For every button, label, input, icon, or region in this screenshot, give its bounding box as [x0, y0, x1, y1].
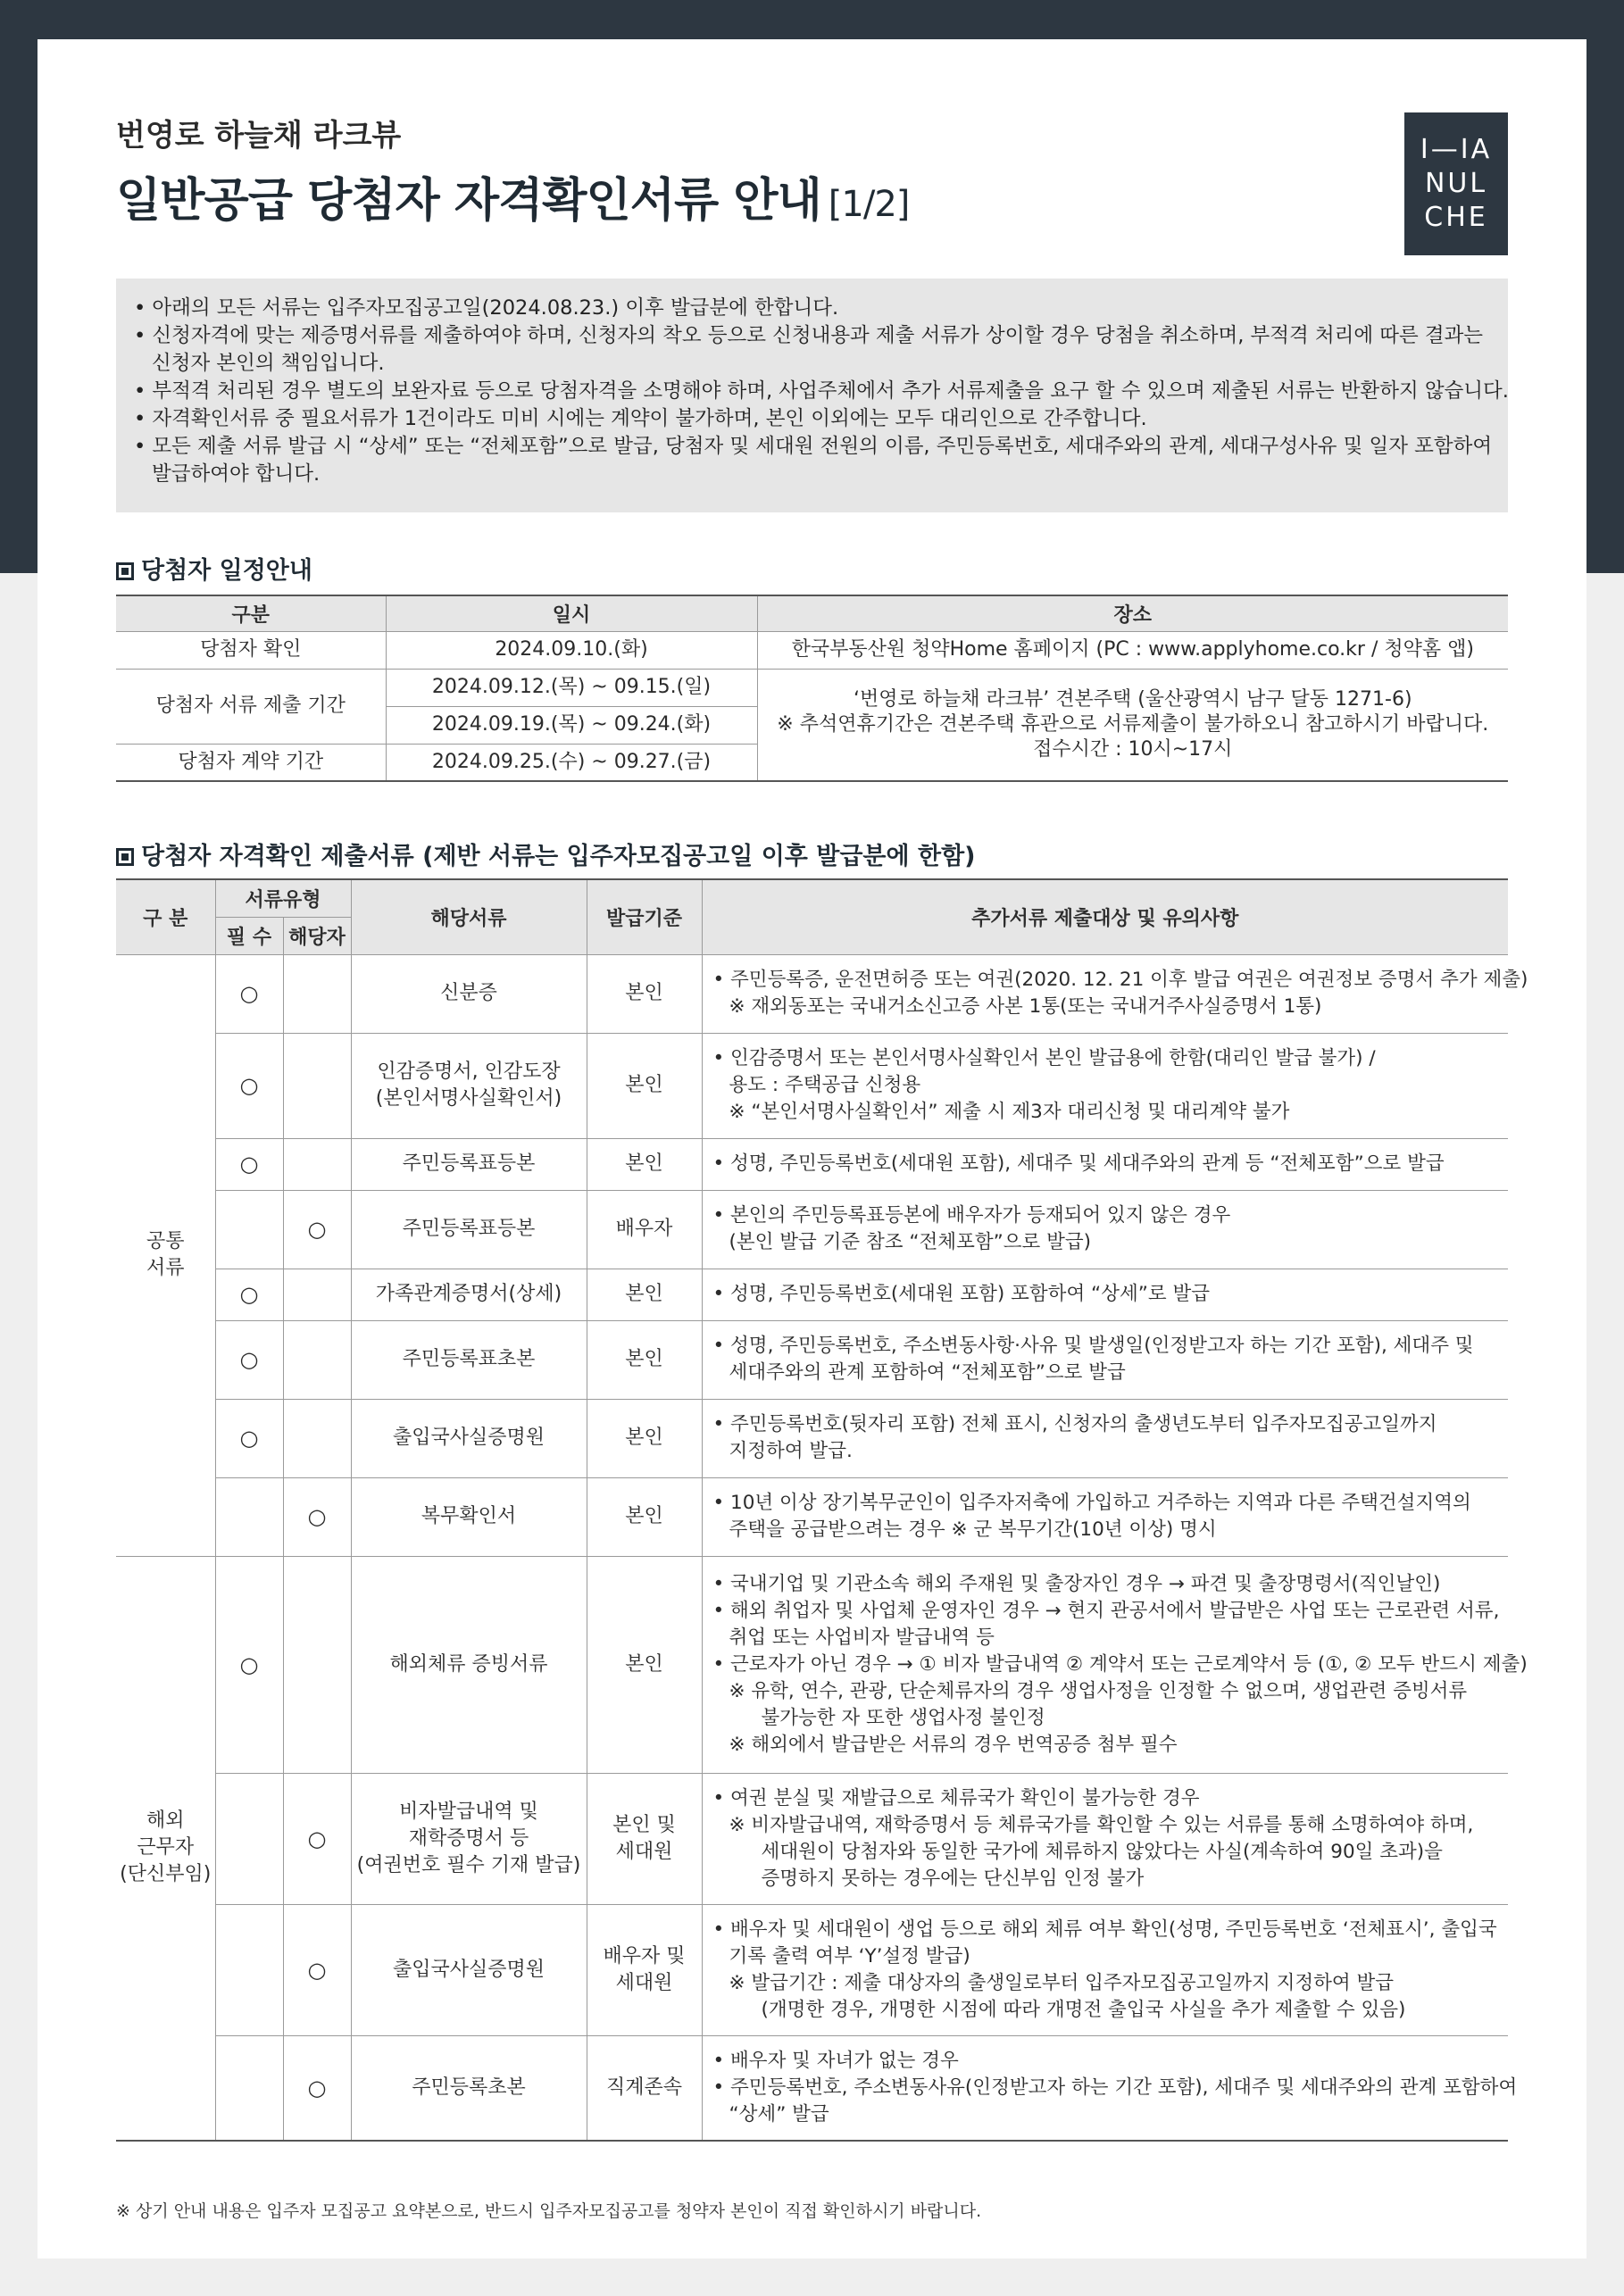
- note-line: 세대원이 당첨자와 동일한 국가에 체류하지 않았다는 사실(계속하여 90일 초과)을: [761, 1840, 1443, 1863]
- schedule-label: 당첨자 계약 기간: [116, 744, 386, 781]
- note-line: • 본인의 주민등록표등본에 배우자가 등재되어 있지 않은 경우: [712, 1204, 1231, 1227]
- documents-table: [116, 878, 1528, 2142]
- complex-name: 번영로 하늘채 라크뷰: [116, 118, 402, 154]
- required-mark-empty: [215, 1773, 283, 1904]
- table-row: [116, 669, 1508, 706]
- applicable-mark-empty: [283, 1269, 351, 1320]
- issue-basis: 본인: [587, 1269, 702, 1320]
- notice-item: • 아래의 모든 서류는 입주자모집공고일(2024.08.23.) 이후 발급분에 한합니다.: [134, 296, 839, 320]
- note-line: 용도 : 주택공급 신청용: [729, 1074, 921, 1096]
- note-line: 기록 출력 여부 ‘Y’설정 발급): [729, 1944, 970, 1967]
- notice-item: [134, 433, 1492, 488]
- document-name: 해외체류 증빙서류: [351, 1556, 587, 1773]
- table-row: [116, 1269, 1508, 1320]
- applicable-mark-empty: [283, 1556, 351, 1773]
- notice-box: [116, 279, 1508, 512]
- model-house-place: [757, 669, 1508, 781]
- schedule-col-category: 구분: [116, 595, 386, 631]
- applicable-mark-empty: [283, 1138, 351, 1190]
- document-name: 비자발급내역 및 재학증명서 등 (여권번호 필수 기재 발급): [351, 1773, 587, 1904]
- notice-item: • 자격확인서류 중 필요서류가 1건이라도 미비 시에는 계약이 불가하며, 본인 이외에는 모두 대리인으로 간주합니다.: [134, 407, 1147, 430]
- note-line: “상세” 발급: [729, 2102, 829, 2125]
- document-name: 주민등록표등본: [351, 1138, 587, 1190]
- document-name: 출입국사실증명원: [351, 1399, 587, 1477]
- applicable-mark-empty: [283, 1399, 351, 1477]
- note-line: (본인 발급 기준 참조 “전체포함”으로 발급): [729, 1231, 1092, 1253]
- place-line: ※ 추석연휴기간은 견본주택 휴관으로 서류제출이 불가하오니 참고하시기 바랍니다.: [777, 712, 1489, 736]
- applicable-mark: ○: [283, 1190, 351, 1269]
- note-line: ※ 발급기간 : 제출 대상자의 출생일로부터 입주자모집공고일까지 지정하여 발급: [729, 1971, 1395, 1994]
- issue-basis: 배우자: [587, 1190, 702, 1269]
- document-notes: [702, 1556, 1528, 1773]
- schedule-section-title: [116, 551, 312, 586]
- schedule-label: 당첨자 서류 제출 기간: [116, 669, 386, 744]
- schedule-header-row: [116, 595, 1508, 631]
- notice-item: [134, 322, 1492, 378]
- note-line: • 주민등록증, 운전면허증 또는 여권(2020. 12. 21 이후 발급 여권은 여권정보 증명서 추가 제출): [712, 969, 1528, 991]
- table-row: [116, 954, 1508, 1033]
- hanulche-logo: [1404, 112, 1508, 255]
- note-line: 주택을 공급받으려는 경우 ※ 군 복무기간(10년 이상) 명시: [729, 1518, 1217, 1541]
- document-header: [116, 39, 1508, 245]
- note-line: ※ “본인서명사실확인서” 제출 시 제3자 대리신청 및 대리계약 불가: [729, 1101, 1290, 1123]
- required-mark-empty: [215, 1190, 283, 1269]
- docs-col-category: 구 분: [116, 879, 215, 954]
- table-row: [116, 1556, 1508, 1773]
- schedule-col-place: 장소: [757, 595, 1508, 631]
- document-name: 주민등록표초본: [351, 1320, 587, 1399]
- note-line: • 여권 분실 및 재발급으로 체류국가 확인이 불가능한 경우: [712, 1786, 1200, 1809]
- group-common-docs: 공통 서류: [116, 954, 215, 1556]
- issue-basis: 본인: [587, 1033, 702, 1138]
- document-notes: [702, 954, 1528, 1033]
- note-line: (개명한 경우, 개명한 시점에 따라 개명전 출입국 사실을 추가 제출할 수 있음): [761, 1998, 1406, 2021]
- page-indicator: [1/2]: [828, 184, 910, 225]
- schedule-section-title-text: 당첨자 일정안내: [141, 557, 312, 585]
- issue-basis: 배우자 및 세대원: [587, 1904, 702, 2035]
- document-name: 출입국사실증명원: [351, 1904, 587, 2035]
- required-mark: ○: [215, 1269, 283, 1320]
- table-row: [116, 2035, 1508, 2141]
- required-mark: ○: [215, 954, 283, 1033]
- note-line: ※ 유학, 연수, 관광, 단순체류자의 경우 생업사정을 인정할 수 없으며, 생업관련 증빙서류: [729, 1679, 1468, 1702]
- note-line: 취업 또는 사업비자 발급내역 등: [729, 1626, 995, 1649]
- schedule-label: 당첨자 확인: [116, 631, 386, 669]
- applicable-mark-empty: [283, 1033, 351, 1138]
- notice-item-text: • 모든 제출 서류 발급 시 “상세” 또는 “전체포함”으로 발급, 당첨자 및 세대원 전원의 이름, 주민등록번호, 세대주와의 관계, 세대구성사유 및 일자 포함하여: [134, 435, 1493, 458]
- document-notes: [702, 1399, 1508, 1477]
- table-row: [116, 1904, 1508, 2035]
- note-line: • 국내기업 및 기관소속 해외 주재원 및 출장자인 경우 → 파견 및 출장명령서(직인날인): [712, 1572, 1441, 1595]
- note-line: 증명하지 못하는 경우에는 단신부임 인정 불가: [761, 1867, 1145, 1890]
- document-name: 복무확인서: [351, 1477, 587, 1556]
- table-row: [116, 1320, 1508, 1399]
- document-notes: [702, 2035, 1518, 2141]
- issue-basis: 본인 및 세대원: [587, 1773, 702, 1904]
- document-notes: [702, 1773, 1508, 1904]
- applicable-mark: ○: [283, 1773, 351, 1904]
- issue-basis: 본인: [587, 1477, 702, 1556]
- docs-col-basis: 발급기준: [587, 879, 702, 954]
- issue-basis: 본인: [587, 1399, 702, 1477]
- page-title-text: 일반공급 당첨자 자격확인서류 안내: [116, 174, 821, 228]
- note-line: • 해외 취업자 및 사업체 운영자인 경우 → 현지 관공서에서 발급받은 사업 또는 근로관련 서류,: [712, 1599, 1500, 1622]
- logo-line: NUL: [1424, 168, 1488, 199]
- applicable-mark-empty: [283, 954, 351, 1033]
- applicable-mark-empty: [283, 1320, 351, 1399]
- schedule-date: 2024.09.19.(목) ~ 09.24.(화): [386, 706, 757, 744]
- note-line: • 인감증명서 또는 본인서명사실확인서 본인 발급용에 한함(대리인 발급 불가) /: [712, 1047, 1376, 1069]
- document-notes: [702, 1033, 1508, 1138]
- table-row: [116, 631, 1508, 669]
- footnote: ※ 상기 안내 내용은 입주자 모집공고 요약본으로, 반드시 입주자모집공고를 청약자 본인이 직접 확인하시기 바랍니다.: [116, 2201, 982, 2221]
- note-line: • 성명, 주민등록번호, 주소변동사항·사유 및 발생일(인정받고자 하는 기간 포함), 세대주 및: [712, 1335, 1474, 1357]
- note-line: 세대주와의 관계 포함하여 “전체포함”으로 발급: [729, 1361, 1126, 1384]
- table-row: [116, 1138, 1508, 1190]
- note-line: ※ 해외에서 발급받은 서류의 경우 번역공증 첨부 필수: [729, 1733, 1178, 1756]
- notice-item-continued: 발급하여야 합니다.: [152, 462, 321, 486]
- document-notes: [702, 1190, 1508, 1269]
- applicable-mark: ○: [283, 1477, 351, 1556]
- required-mark: ○: [215, 1033, 283, 1138]
- section-square-icon: [116, 848, 134, 866]
- note-line: • 근로자가 아닌 경우 → ① 비자 발급내역 ② 계약서 또는 근로계약서 등 (①, ② 모두 반드시 제출): [712, 1652, 1528, 1676]
- document-name: 가족관계증명서(상세): [351, 1269, 587, 1320]
- schedule-table: [116, 595, 1508, 782]
- schedule-date: 2024.09.25.(수) ~ 09.27.(금): [386, 744, 757, 781]
- note-line: ※ 재외동포는 국내거소신고증 사본 1통(또는 국내거주사실증명서 1통): [729, 995, 1322, 1018]
- schedule-date: 2024.09.12.(목) ~ 09.15.(일): [386, 669, 757, 706]
- required-mark-empty: [215, 2035, 283, 2141]
- table-row: [116, 1399, 1508, 1477]
- document-notes: [702, 1904, 1508, 2035]
- required-mark: ○: [215, 1320, 283, 1399]
- note-line: 지정하여 발급.: [729, 1440, 853, 1462]
- note-line: 불가능한 자 또한 생업사정 불인정: [761, 1706, 1045, 1729]
- schedule-place: 한국부동산원 청약Home 홈페이지 (PC : www.applyhome.co.kr / 청약홈 앱): [757, 631, 1508, 669]
- note-line: • 주민등록번호, 주소변동사유(인정받고자 하는 기간 포함), 세대주 및 세대주와의 관계 포함하여: [712, 2076, 1518, 2099]
- required-mark-empty: [215, 1904, 283, 2035]
- issue-basis: 본인: [587, 1320, 702, 1399]
- document-notes: [702, 1477, 1508, 1556]
- page-title: [116, 162, 909, 229]
- note-line: • 10년 이상 장기복무군인이 입주자저축에 가입하고 거주하는 지역과 다른 주택건설지역의: [712, 1492, 1471, 1514]
- table-row: [116, 1773, 1508, 1904]
- table-row: [116, 1190, 1508, 1269]
- notice-item: • 부적격 처리된 경우 별도의 보완자료 등으로 당첨자격을 소명해야 하며, 사업주체에서 추가 서류제출을 요구 할 수 있으며 제출된 서류는 반환하지 않습니다.: [134, 379, 1509, 403]
- logo-line: CHE: [1424, 202, 1488, 233]
- document-notes: [702, 1138, 1508, 1190]
- docs-col-document: 해당서류: [351, 879, 587, 954]
- document-name: 주민등록표등본: [351, 1190, 587, 1269]
- notice-item-text: • 신청자격에 맞는 제증명서류를 제출하여야 하며, 신청자의 착오 등으로 신청내용과 제출 서류가 상이할 경우 당첨을 취소하며, 부적격 처리에 따른 결과는: [134, 324, 1484, 347]
- note-line: • 성명, 주민등록번호(세대원 포함) 포함하여 “상세”로 발급: [712, 1283, 1211, 1305]
- required-mark: ○: [215, 1556, 283, 1773]
- document-notes: [702, 1269, 1508, 1320]
- applicable-mark: ○: [283, 1904, 351, 2035]
- docs-col-notes: 추가서류 제출대상 및 유의사항: [702, 879, 1508, 954]
- table-row: [116, 1477, 1508, 1556]
- issue-basis: 본인: [587, 1138, 702, 1190]
- group-overseas-workers: 해외 근무자 (단신부임): [116, 1556, 215, 2141]
- place-line: 접수시간 : 10시~17시: [1033, 737, 1233, 761]
- docs-section-title-text: 당첨자 자격확인 제출서류 (제반 서류는 입주자모집공고일 이후 발급분에 한함): [141, 843, 976, 870]
- docs-col-required: 필 수: [215, 917, 283, 954]
- issue-basis: 본인: [587, 954, 702, 1033]
- applicable-mark: ○: [283, 2035, 351, 2141]
- docs-col-applicable: 해당자: [283, 917, 351, 954]
- section-square-icon: [116, 562, 134, 580]
- document-sheet: [37, 39, 1587, 2259]
- required-mark: ○: [215, 1399, 283, 1477]
- note-line: ※ 비자발급내역, 재학증명서 등 체류국가를 확인할 수 있는 서류를 통해 소명하여야 하며,: [729, 1813, 1474, 1836]
- notice-item-continued: 신청자 본인의 책임입니다.: [152, 352, 385, 375]
- schedule-date: 2024.09.10.(화): [386, 631, 757, 669]
- docs-section-title: [116, 836, 976, 871]
- schedule-col-date: 일시: [386, 595, 757, 631]
- note-line: • 주민등록번호(뒷자리 포함) 전체 표시, 신청자의 출생년도부터 입주자모집공고일까지: [712, 1413, 1437, 1435]
- document-notes: [702, 1320, 1508, 1399]
- note-line: • 배우자 및 자녀가 없는 경우: [712, 2049, 959, 2072]
- docs-col-type: 서류유형: [215, 879, 351, 917]
- document-name: 주민등록초본: [351, 2035, 587, 2141]
- required-mark: ○: [215, 1138, 283, 1190]
- note-line: • 성명, 주민등록번호(세대원 포함), 세대주 및 세대주와의 관계 등 “전체포함”으로 발급: [712, 1152, 1445, 1175]
- required-mark-empty: [215, 1477, 283, 1556]
- place-line: ‘번영로 하늘채 라크뷰’ 견본주택 (울산광역시 남구 달동 1271-6): [853, 687, 1412, 711]
- issue-basis: 본인: [587, 1556, 702, 1773]
- document-name: 신분증: [351, 954, 587, 1033]
- document-name: 인감증명서, 인감도장 (본인서명사실확인서): [351, 1033, 587, 1138]
- logo-line: I—IA: [1420, 134, 1493, 165]
- note-line: • 배우자 및 세대원이 생업 등으로 해외 체류 여부 확인(성명, 주민등록번호 ‘전체표시’, 출입국: [712, 1917, 1497, 1941]
- table-row: [116, 1033, 1508, 1138]
- docs-header-row: [116, 879, 1508, 917]
- issue-basis: 직계존속: [587, 2035, 702, 2141]
